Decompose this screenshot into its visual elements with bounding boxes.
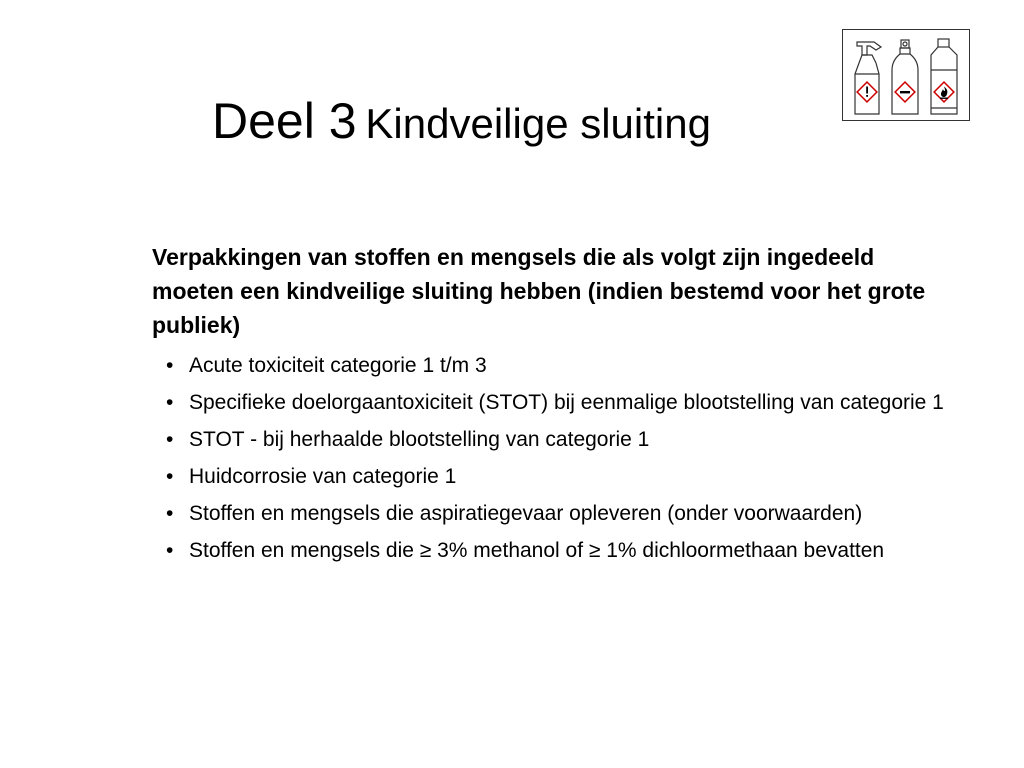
title-main: Deel 3 [212, 93, 357, 149]
list-item [152, 461, 952, 492]
flame-hazard-icon [934, 82, 954, 102]
bullet-icon: • [166, 428, 174, 451]
spray-bottle-icon [855, 42, 881, 114]
corrosion-hazard-icon [895, 82, 915, 102]
bullet-icon: • [166, 391, 174, 414]
list-item-text: STOT - bij herhaalde blootstelling van categorie 1 [189, 428, 650, 451]
list-item-text: Acute toxiciteit categorie 1 t/m 3 [189, 354, 487, 377]
list-item [152, 350, 952, 381]
exclamation-hazard-icon [857, 82, 877, 102]
list-item [152, 535, 952, 566]
bullet-icon: • [166, 539, 174, 562]
title-sub: Kindveilige sluiting [365, 100, 711, 147]
slide-body [152, 240, 952, 572]
bullet-icon: • [166, 465, 174, 488]
list-item [152, 424, 952, 455]
packaging-pictogram [842, 29, 970, 121]
intro-text: Verpakkingen van stoffen en mengsels die als volgt zijn ingedeeld moeten een kindveilige sluiting hebben (indien bestemd voor het grote publiek) [152, 244, 926, 338]
list-item [152, 498, 952, 529]
list-item-text: Stoffen en mengsels die aspiratiegevaar opleveren (onder voorwaarden) [189, 502, 863, 525]
bullet-icon: • [166, 502, 174, 525]
bullet-list [152, 350, 952, 566]
list-item-text: Stoffen en mengsels die ≥ 3% methanol of ≥ 1% dichloormethaan bevatten [189, 539, 885, 562]
slide-title [212, 93, 711, 149]
list-item-text: Specifieke doelorgaantoxiciteit (STOT) bij eenmalige blootstelling van categorie 1 [189, 391, 944, 414]
list-item [152, 387, 952, 418]
bullet-icon: • [166, 354, 174, 377]
list-item-text: Huidcorrosie van categorie 1 [189, 465, 457, 488]
